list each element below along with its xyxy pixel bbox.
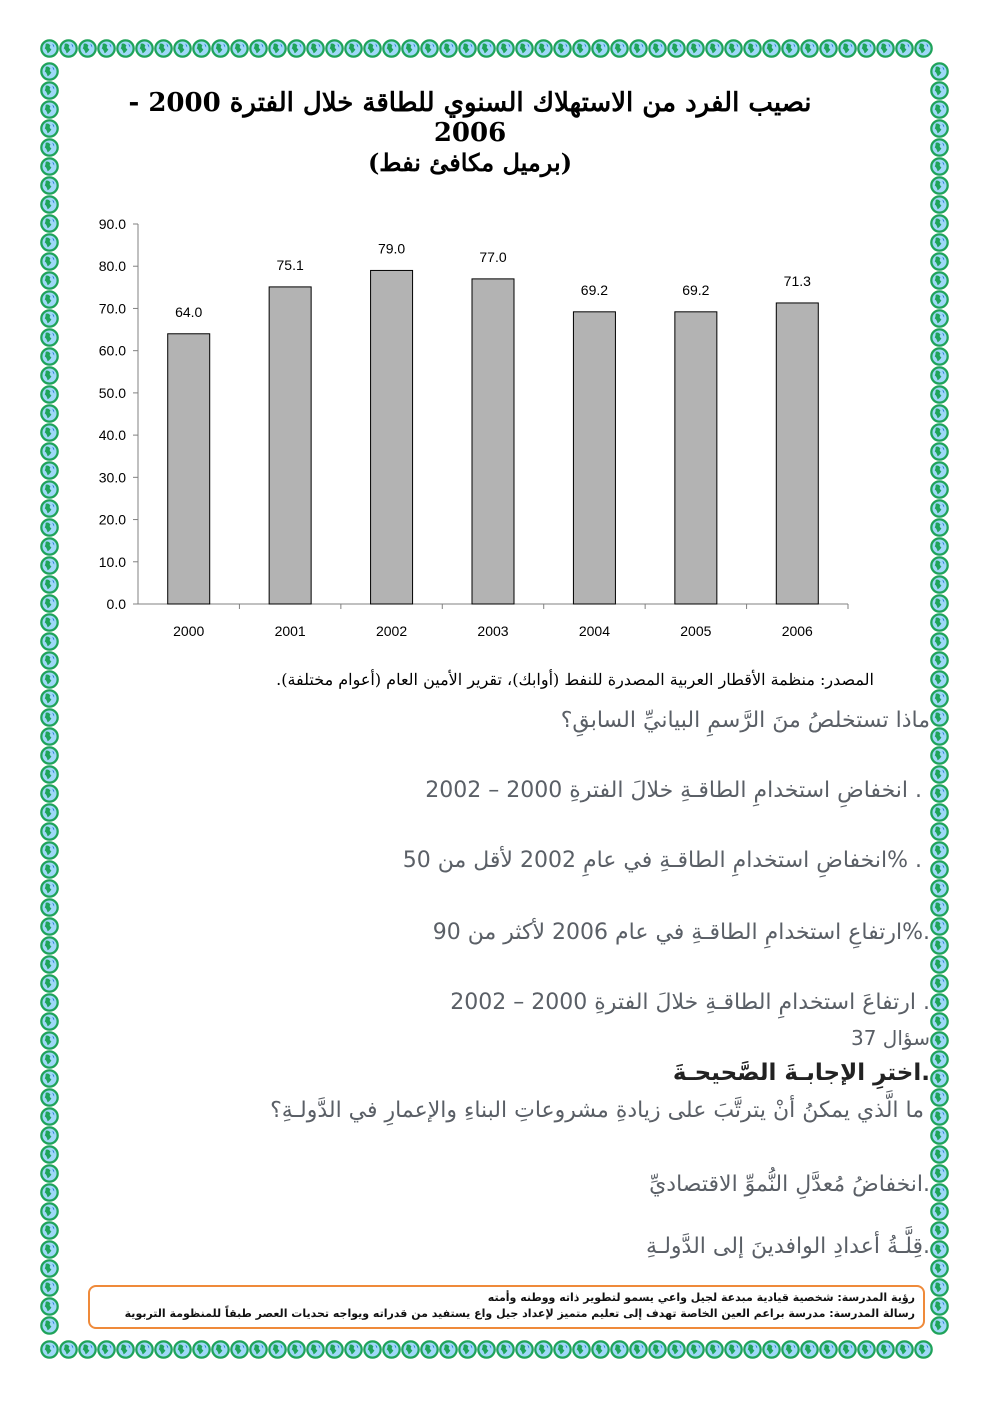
globe-ornament-icon bbox=[819, 39, 838, 58]
globe-ornament-icon bbox=[930, 822, 949, 841]
globe-ornament-icon bbox=[306, 39, 325, 58]
globe-ornament-icon bbox=[762, 39, 781, 58]
globe-ornament-icon bbox=[930, 765, 949, 784]
chart-unit-subtitle: (برميل مكافئ نفط) bbox=[367, 148, 573, 177]
globe-ornament-icon bbox=[930, 1126, 949, 1145]
question-2-number: سؤال 37 bbox=[851, 1026, 930, 1050]
globe-ornament-icon bbox=[363, 1340, 382, 1359]
school-vision: رؤية المدرسة: شخصية قيادية مبدعة لجيل واعي يسمو لتطوير ذاته ووطنه وأمته bbox=[487, 1291, 915, 1304]
globe-ornament-icon bbox=[930, 195, 949, 214]
globe-ornament-icon bbox=[40, 841, 59, 860]
globe-ornament-icon bbox=[648, 39, 667, 58]
globe-ornament-icon bbox=[344, 1340, 363, 1359]
globe-ornament-icon bbox=[629, 1340, 648, 1359]
globe-ornament-icon bbox=[781, 39, 800, 58]
globe-ornament-icon bbox=[930, 955, 949, 974]
globe-ornament-icon bbox=[40, 309, 59, 328]
globe-ornament-icon bbox=[781, 1340, 800, 1359]
globe-ornament-icon bbox=[914, 1340, 933, 1359]
globe-ornament-icon bbox=[40, 632, 59, 651]
globe-ornament-icon bbox=[930, 1240, 949, 1259]
bar-2003 bbox=[472, 279, 514, 604]
globe-ornament-icon bbox=[458, 1340, 477, 1359]
globe-ornament-icon bbox=[40, 176, 59, 195]
globe-ornament-icon bbox=[40, 917, 59, 936]
globe-ornament-icon bbox=[930, 632, 949, 651]
globe-ornament-icon bbox=[78, 39, 97, 58]
globe-ornament-icon bbox=[591, 39, 610, 58]
globe-ornament-icon bbox=[40, 385, 59, 404]
globe-ornament-icon bbox=[930, 81, 949, 100]
globe-ornament-icon bbox=[40, 271, 59, 290]
y-tick-label: 70.0 bbox=[98, 300, 126, 317]
globe-ornament-icon bbox=[382, 39, 401, 58]
globe-ornament-icon bbox=[667, 1340, 686, 1359]
data-label-2003: 77.0 bbox=[479, 248, 507, 265]
globe-ornament-icon bbox=[930, 404, 949, 423]
globe-ornament-icon bbox=[930, 461, 949, 480]
data-label-2006: 71.3 bbox=[783, 272, 811, 289]
globe-ornament-icon bbox=[857, 39, 876, 58]
globe-ornament-icon bbox=[930, 1297, 949, 1316]
globe-ornament-icon bbox=[40, 670, 59, 689]
x-tick-label-2004: 2004 bbox=[578, 623, 611, 639]
globe-ornament-icon bbox=[40, 1221, 59, 1240]
globe-ornament-icon bbox=[211, 39, 230, 58]
globe-ornament-icon bbox=[930, 328, 949, 347]
globe-ornament-icon bbox=[496, 1340, 515, 1359]
y-tick-label: 10.0 bbox=[98, 553, 126, 570]
globe-ornament-icon bbox=[930, 556, 949, 575]
globe-ornament-icon bbox=[572, 1340, 591, 1359]
globe-ornament-icon bbox=[458, 39, 477, 58]
globe-ornament-icon bbox=[724, 39, 743, 58]
globe-ornament-icon bbox=[40, 195, 59, 214]
globe-ornament-icon bbox=[40, 214, 59, 233]
globe-ornament-icon bbox=[930, 1183, 949, 1202]
globe-ornament-icon bbox=[930, 784, 949, 803]
globe-ornament-icon bbox=[40, 860, 59, 879]
globe-ornament-icon bbox=[40, 955, 59, 974]
globe-ornament-icon bbox=[930, 442, 949, 461]
globe-ornament-icon bbox=[930, 1221, 949, 1240]
globe-ornament-icon bbox=[40, 1240, 59, 1259]
globe-ornament-icon bbox=[40, 157, 59, 176]
globe-ornament-icon bbox=[325, 1340, 344, 1359]
globe-ornament-icon bbox=[40, 62, 59, 81]
globe-ornament-icon bbox=[705, 39, 724, 58]
globe-ornament-icon bbox=[876, 1340, 895, 1359]
border-left bbox=[40, 62, 59, 1335]
globe-ornament-icon bbox=[173, 1340, 192, 1359]
question-2-instruction: .اخترِ الإجابـةَ الصَّحيحـةَ bbox=[672, 1060, 930, 1086]
globe-ornament-icon bbox=[553, 1340, 572, 1359]
globe-ornament-icon bbox=[249, 1340, 268, 1359]
globe-ornament-icon bbox=[895, 39, 914, 58]
globe-ornament-icon bbox=[930, 1031, 949, 1050]
globe-ornament-icon bbox=[40, 81, 59, 100]
globe-ornament-icon bbox=[534, 39, 553, 58]
globe-ornament-icon bbox=[40, 119, 59, 138]
globe-ornament-icon bbox=[40, 252, 59, 271]
globe-ornament-icon bbox=[97, 1340, 116, 1359]
school-footer bbox=[88, 1285, 925, 1329]
globe-ornament-icon bbox=[930, 651, 949, 670]
globe-ornament-icon bbox=[930, 1164, 949, 1183]
globe-ornament-icon bbox=[930, 537, 949, 556]
globe-ornament-icon bbox=[591, 1340, 610, 1359]
globe-ornament-icon bbox=[930, 670, 949, 689]
globe-ornament-icon bbox=[930, 1316, 949, 1335]
globe-ornament-icon bbox=[477, 1340, 496, 1359]
globe-ornament-icon bbox=[930, 176, 949, 195]
globe-ornament-icon bbox=[930, 347, 949, 366]
globe-ornament-icon bbox=[40, 1164, 59, 1183]
globe-ornament-icon bbox=[930, 119, 949, 138]
globe-ornament-icon bbox=[439, 1340, 458, 1359]
globe-ornament-icon bbox=[40, 461, 59, 480]
bar-2001 bbox=[269, 287, 311, 604]
globe-ornament-icon bbox=[553, 39, 572, 58]
globe-ornament-icon bbox=[40, 746, 59, 765]
globe-ornament-icon bbox=[40, 480, 59, 499]
question-2-prompt: ما الَّذي يمكنُ أنْ يترتَّبَ على زيادةِ مشروعاتِ البناءِ والإعمارِ في الدَّولـةِ؟ bbox=[270, 1098, 924, 1123]
bar-2004 bbox=[573, 312, 615, 604]
globe-ornament-icon bbox=[930, 1145, 949, 1164]
globe-ornament-icon bbox=[743, 39, 762, 58]
globe-ornament-icon bbox=[40, 651, 59, 670]
globe-ornament-icon bbox=[40, 1316, 59, 1335]
globe-ornament-icon bbox=[743, 1340, 762, 1359]
bar-2002 bbox=[371, 270, 413, 604]
globe-ornament-icon bbox=[930, 879, 949, 898]
globe-ornament-icon bbox=[800, 39, 819, 58]
y-tick-label: 90.0 bbox=[98, 216, 126, 232]
globe-ornament-icon bbox=[477, 39, 496, 58]
data-label-2001: 75.1 bbox=[276, 256, 304, 273]
globe-ornament-icon bbox=[629, 39, 648, 58]
globe-ornament-icon bbox=[40, 708, 59, 727]
globe-ornament-icon bbox=[382, 1340, 401, 1359]
globe-ornament-icon bbox=[930, 1202, 949, 1221]
bar-2000 bbox=[168, 334, 210, 604]
globe-ornament-icon bbox=[930, 480, 949, 499]
globe-ornament-icon bbox=[40, 442, 59, 461]
globe-ornament-icon bbox=[40, 1031, 59, 1050]
globe-ornament-icon bbox=[192, 1340, 211, 1359]
y-tick-label: 30.0 bbox=[98, 469, 126, 486]
globe-ornament-icon bbox=[667, 39, 686, 58]
globe-ornament-icon bbox=[40, 1050, 59, 1069]
globe-ornament-icon bbox=[930, 708, 949, 727]
globe-ornament-icon bbox=[40, 898, 59, 917]
q1-option-1[interactable]: . انخفاضِ استخدامِ الطاقـةِ خلالَ الفترةِ 2000 – 2002 bbox=[425, 778, 922, 803]
globe-ornament-icon bbox=[895, 1340, 914, 1359]
globe-ornament-icon bbox=[686, 39, 705, 58]
bar-2005 bbox=[675, 312, 717, 604]
globe-ornament-icon bbox=[610, 39, 629, 58]
globe-ornament-icon bbox=[40, 613, 59, 632]
globe-ornament-icon bbox=[40, 290, 59, 309]
globe-ornament-icon bbox=[40, 727, 59, 746]
globe-ornament-icon bbox=[724, 1340, 743, 1359]
globe-ornament-icon bbox=[40, 138, 59, 157]
school-mission: رسالة المدرسة: مدرسة براعم العين الخاصة تهدف إلى تعليم متميز لإعداد جيل واع يستفيد من قدراته ويواجه تحديات العصر طبقاً للمنظومة التربوية bbox=[124, 1307, 915, 1320]
globe-ornament-icon bbox=[930, 138, 949, 157]
globe-ornament-icon bbox=[762, 1340, 781, 1359]
globe-ornament-icon bbox=[930, 594, 949, 613]
globe-ornament-icon bbox=[40, 347, 59, 366]
globe-ornament-icon bbox=[876, 39, 895, 58]
globe-ornament-icon bbox=[930, 1088, 949, 1107]
x-tick-label-2001: 2001 bbox=[274, 623, 306, 639]
globe-ornament-icon bbox=[40, 1259, 59, 1278]
globe-ornament-icon bbox=[610, 1340, 629, 1359]
globe-ornament-icon bbox=[40, 993, 59, 1012]
globe-ornament-icon bbox=[930, 309, 949, 328]
globe-ornament-icon bbox=[930, 499, 949, 518]
globe-ornament-icon bbox=[40, 1340, 59, 1359]
globe-ornament-icon bbox=[930, 936, 949, 955]
globe-ornament-icon bbox=[40, 765, 59, 784]
globe-ornament-icon bbox=[40, 328, 59, 347]
globe-ornament-icon bbox=[930, 803, 949, 822]
globe-ornament-icon bbox=[40, 689, 59, 708]
globe-ornament-icon bbox=[40, 556, 59, 575]
globe-ornament-icon bbox=[930, 1278, 949, 1297]
globe-ornament-icon bbox=[230, 1340, 249, 1359]
globe-ornament-icon bbox=[40, 594, 59, 613]
globe-ornament-icon bbox=[930, 974, 949, 993]
globe-ornament-icon bbox=[363, 39, 382, 58]
globe-ornament-icon bbox=[930, 214, 949, 233]
globe-ornament-icon bbox=[40, 233, 59, 252]
globe-ornament-icon bbox=[249, 39, 268, 58]
globe-ornament-icon bbox=[857, 1340, 876, 1359]
globe-ornament-icon bbox=[496, 39, 515, 58]
globe-ornament-icon bbox=[40, 499, 59, 518]
globe-ornament-icon bbox=[930, 100, 949, 119]
globe-ornament-icon bbox=[40, 537, 59, 556]
globe-ornament-icon bbox=[78, 1340, 97, 1359]
border-bottom bbox=[40, 1340, 933, 1359]
globe-ornament-icon bbox=[211, 1340, 230, 1359]
globe-ornament-icon bbox=[930, 290, 949, 309]
globe-ornament-icon bbox=[40, 1297, 59, 1316]
globe-ornament-icon bbox=[154, 39, 173, 58]
globe-ornament-icon bbox=[40, 1069, 59, 1088]
globe-ornament-icon bbox=[287, 1340, 306, 1359]
globe-ornament-icon bbox=[344, 39, 363, 58]
data-label-2002: 79.0 bbox=[377, 240, 406, 257]
globe-ornament-icon bbox=[930, 1012, 949, 1031]
globe-ornament-icon bbox=[515, 39, 534, 58]
globe-ornament-icon bbox=[401, 1340, 420, 1359]
chart-title: نصيب الفرد من الاستهلاك السنوي للطاقة خلال الفترة 2000 - 2006 bbox=[128, 88, 812, 148]
x-tick-label-2002: 2002 bbox=[375, 623, 408, 639]
globe-ornament-icon bbox=[40, 1107, 59, 1126]
globe-ornament-icon bbox=[192, 39, 211, 58]
globe-ornament-icon bbox=[572, 39, 591, 58]
globe-ornament-icon bbox=[534, 1340, 553, 1359]
globe-ornament-icon bbox=[838, 39, 857, 58]
y-tick-label: 0.0 bbox=[106, 596, 126, 612]
globe-ornament-icon bbox=[40, 518, 59, 537]
y-tick-label: 20.0 bbox=[98, 511, 126, 528]
globe-ornament-icon bbox=[59, 1340, 78, 1359]
globe-ornament-icon bbox=[930, 841, 949, 860]
y-tick-label: 80.0 bbox=[98, 258, 126, 275]
globe-ornament-icon bbox=[930, 898, 949, 917]
y-tick-label: 40.0 bbox=[98, 427, 126, 444]
globe-ornament-icon bbox=[173, 39, 192, 58]
globe-ornament-icon bbox=[325, 39, 344, 58]
globe-ornament-icon bbox=[420, 1340, 439, 1359]
q1-option-3[interactable]: .%ارتفاعِ استخدامِ الطاقـةِ في عام 2006 لأكثر من 90 bbox=[432, 920, 930, 945]
globe-ornament-icon bbox=[40, 1088, 59, 1107]
source-note: المصدر: منظمة الأقطار العربية المصدرة للنفط (أوابك)، تقرير الأمين العام (أعوام مختلفة). bbox=[276, 670, 874, 689]
globe-ornament-icon bbox=[40, 366, 59, 385]
x-tick-label-2003: 2003 bbox=[477, 623, 509, 639]
globe-ornament-icon bbox=[40, 1126, 59, 1145]
globe-ornament-icon bbox=[705, 1340, 724, 1359]
q1-option-2[interactable]: . %انخفاضِ استخدامِ الطاقـةِ في عامِ 2002 لأقل من 50 bbox=[402, 848, 922, 873]
globe-ornament-icon bbox=[401, 39, 420, 58]
globe-ornament-icon bbox=[40, 1145, 59, 1164]
globe-ornament-icon bbox=[930, 366, 949, 385]
border-top bbox=[40, 39, 933, 58]
y-tick-label: 60.0 bbox=[98, 342, 126, 359]
globe-ornament-icon bbox=[930, 518, 949, 537]
globe-ornament-icon bbox=[40, 784, 59, 803]
x-tick-label-2005: 2005 bbox=[680, 623, 712, 639]
globe-ornament-icon bbox=[154, 1340, 173, 1359]
globe-ornament-icon bbox=[930, 613, 949, 632]
globe-ornament-icon bbox=[800, 1340, 819, 1359]
globe-ornament-icon bbox=[930, 1069, 949, 1088]
q1-option-4[interactable]: . ارتفاعَ استخدامِ الطاقـةِ خلالَ الفترةِ 2000 – 2002 bbox=[450, 990, 930, 1015]
globe-ornament-icon bbox=[686, 1340, 705, 1359]
data-label-2004: 69.2 bbox=[580, 281, 609, 298]
globe-ornament-icon bbox=[40, 404, 59, 423]
globe-ornament-icon bbox=[40, 879, 59, 898]
globe-ornament-icon bbox=[914, 39, 933, 58]
globe-ornament-icon bbox=[135, 1340, 154, 1359]
bar-chart bbox=[80, 210, 860, 650]
globe-ornament-icon bbox=[135, 39, 154, 58]
globe-ornament-icon bbox=[930, 993, 949, 1012]
globe-ornament-icon bbox=[40, 575, 59, 594]
globe-ornament-icon bbox=[838, 1340, 857, 1359]
globe-ornament-icon bbox=[648, 1340, 667, 1359]
globe-ornament-icon bbox=[40, 936, 59, 955]
globe-ornament-icon bbox=[819, 1340, 838, 1359]
globe-ornament-icon bbox=[930, 689, 949, 708]
globe-ornament-icon bbox=[40, 1202, 59, 1221]
globe-ornament-icon bbox=[930, 1107, 949, 1126]
globe-ornament-icon bbox=[930, 575, 949, 594]
globe-ornament-icon bbox=[40, 100, 59, 119]
globe-ornament-icon bbox=[40, 803, 59, 822]
globe-ornament-icon bbox=[40, 39, 59, 58]
globe-ornament-icon bbox=[40, 1278, 59, 1297]
q2-option-2[interactable]: .قِلَّـةُ أعدادِ الوافدينَ إلى الدَّولـةِ bbox=[645, 1234, 930, 1259]
globe-ornament-icon bbox=[116, 1340, 135, 1359]
globe-ornament-icon bbox=[930, 252, 949, 271]
globe-ornament-icon bbox=[40, 822, 59, 841]
data-label-2005: 69.2 bbox=[682, 281, 710, 298]
bar-2006 bbox=[776, 303, 818, 604]
globe-ornament-icon bbox=[40, 1183, 59, 1202]
globe-ornament-icon bbox=[40, 974, 59, 993]
globe-ornament-icon bbox=[930, 423, 949, 442]
x-tick-label-2006: 2006 bbox=[781, 623, 813, 639]
x-tick-label-2000: 2000 bbox=[173, 623, 205, 639]
globe-ornament-icon bbox=[930, 1259, 949, 1278]
globe-ornament-icon bbox=[930, 860, 949, 879]
globe-ornament-icon bbox=[40, 1012, 59, 1031]
globe-ornament-icon bbox=[420, 39, 439, 58]
globe-ornament-icon bbox=[287, 39, 306, 58]
globe-ornament-icon bbox=[930, 271, 949, 290]
globe-ornament-icon bbox=[268, 1340, 287, 1359]
globe-ornament-icon bbox=[930, 385, 949, 404]
globe-ornament-icon bbox=[268, 39, 287, 58]
globe-ornament-icon bbox=[515, 1340, 534, 1359]
y-tick-label: 50.0 bbox=[98, 384, 126, 401]
q2-option-1[interactable]: .انخفاضُ مُعدَّلِ النُّموِّ الاقتصاديِّ bbox=[649, 1172, 930, 1197]
globe-ornament-icon bbox=[116, 39, 135, 58]
globe-ornament-icon bbox=[930, 233, 949, 252]
globe-ornament-icon bbox=[930, 746, 949, 765]
globe-ornament-icon bbox=[930, 917, 949, 936]
globe-ornament-icon bbox=[306, 1340, 325, 1359]
globe-ornament-icon bbox=[40, 423, 59, 442]
globe-ornament-icon bbox=[59, 39, 78, 58]
data-label-2000: 64.0 bbox=[175, 303, 203, 320]
question-1-prompt: ماذا تستخلصُ منَ الرَّسمِ البيانيِّ السابقِ؟ bbox=[560, 708, 930, 733]
globe-ornament-icon bbox=[930, 62, 949, 81]
globe-ornament-icon bbox=[930, 727, 949, 746]
globe-ornament-icon bbox=[97, 39, 116, 58]
globe-ornament-icon bbox=[930, 157, 949, 176]
border-right bbox=[930, 62, 949, 1335]
globe-ornament-icon bbox=[930, 1050, 949, 1069]
globe-ornament-icon bbox=[230, 39, 249, 58]
globe-ornament-icon bbox=[439, 39, 458, 58]
